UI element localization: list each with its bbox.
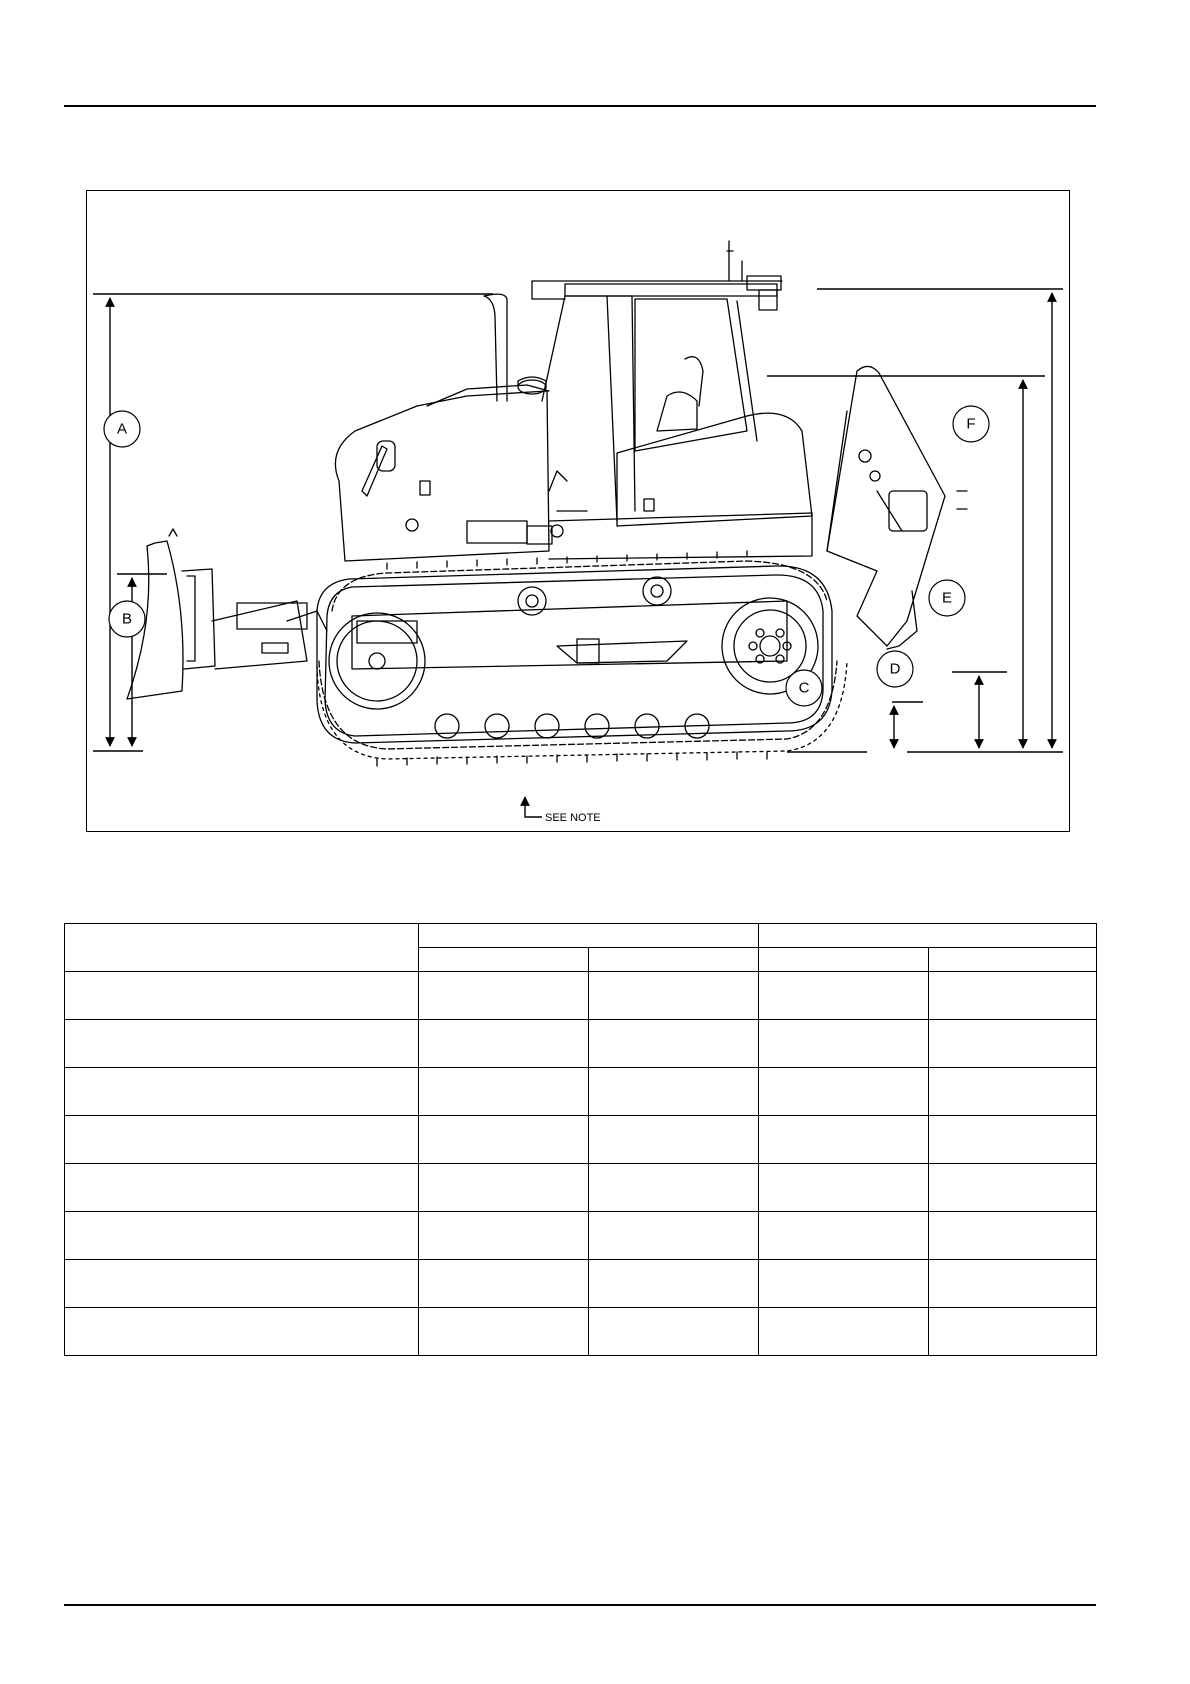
footer-rule [64, 1604, 1096, 1606]
table-cell [65, 972, 419, 1020]
table-row [65, 1068, 1097, 1116]
table-cell [589, 1212, 759, 1260]
table-cell [759, 1068, 929, 1116]
dozer-illustration [127, 241, 967, 766]
table-cell [589, 1068, 759, 1116]
sub-header [759, 948, 929, 972]
table-cell [759, 1212, 929, 1260]
callout-d-label: D [889, 660, 901, 678]
callout-e-label: E [941, 589, 953, 607]
table-cell [929, 1068, 1097, 1116]
dimension-lines [93, 289, 1063, 817]
table-cell [589, 1308, 759, 1356]
table-cell [589, 1164, 759, 1212]
table-cell [929, 1308, 1097, 1356]
table-cell [65, 1212, 419, 1260]
table-cell [759, 1260, 929, 1308]
table-cell [929, 1260, 1097, 1308]
table-cell [65, 1020, 419, 1068]
header-group-2 [759, 924, 1097, 948]
table-row [65, 1116, 1097, 1164]
table-row [65, 972, 1097, 1020]
table-row [65, 1212, 1097, 1260]
table-cell [419, 1308, 589, 1356]
table-cell [589, 1260, 759, 1308]
table-cell [419, 1020, 589, 1068]
table-cell [419, 1116, 589, 1164]
table-row [65, 1260, 1097, 1308]
table-row [65, 1164, 1097, 1212]
table-cell [65, 1260, 419, 1308]
table-cell [759, 1308, 929, 1356]
table-cell [419, 1212, 589, 1260]
table-row [65, 1308, 1097, 1356]
dimension-table [64, 923, 1097, 1356]
table-cell [65, 1116, 419, 1164]
table-cell [65, 1068, 419, 1116]
table-row [65, 1020, 1097, 1068]
sub-header [929, 948, 1097, 972]
sub-header [419, 948, 589, 972]
table-cell [759, 1164, 929, 1212]
table-cell [419, 972, 589, 1020]
table-cell [759, 972, 929, 1020]
table-header-row [65, 924, 1097, 948]
table-cell [929, 1164, 1097, 1212]
table-cell [65, 1308, 419, 1356]
dozer-dimension-figure [86, 190, 1070, 832]
table-cell [419, 1068, 589, 1116]
table-corner-cell [65, 924, 419, 972]
table-cell [65, 1164, 419, 1212]
table-cell [589, 1116, 759, 1164]
sub-header [589, 948, 759, 972]
table-cell [929, 1020, 1097, 1068]
table-cell [759, 1020, 929, 1068]
table-cell [419, 1260, 589, 1308]
table-cell [759, 1116, 929, 1164]
callout-f-label: F [966, 415, 976, 433]
see-note-label: SEE NOTE [545, 812, 601, 824]
table-cell [419, 1164, 589, 1212]
callout-b-label: B [121, 610, 133, 628]
header-rule [64, 105, 1096, 107]
callout-c-label: C [798, 679, 810, 697]
table-cell [929, 972, 1097, 1020]
header-group-1 [419, 924, 759, 948]
callout-a-label: A [116, 420, 128, 438]
table-cell [929, 1116, 1097, 1164]
table-cell [589, 1020, 759, 1068]
table-cell [589, 972, 759, 1020]
table-cell [929, 1212, 1097, 1260]
